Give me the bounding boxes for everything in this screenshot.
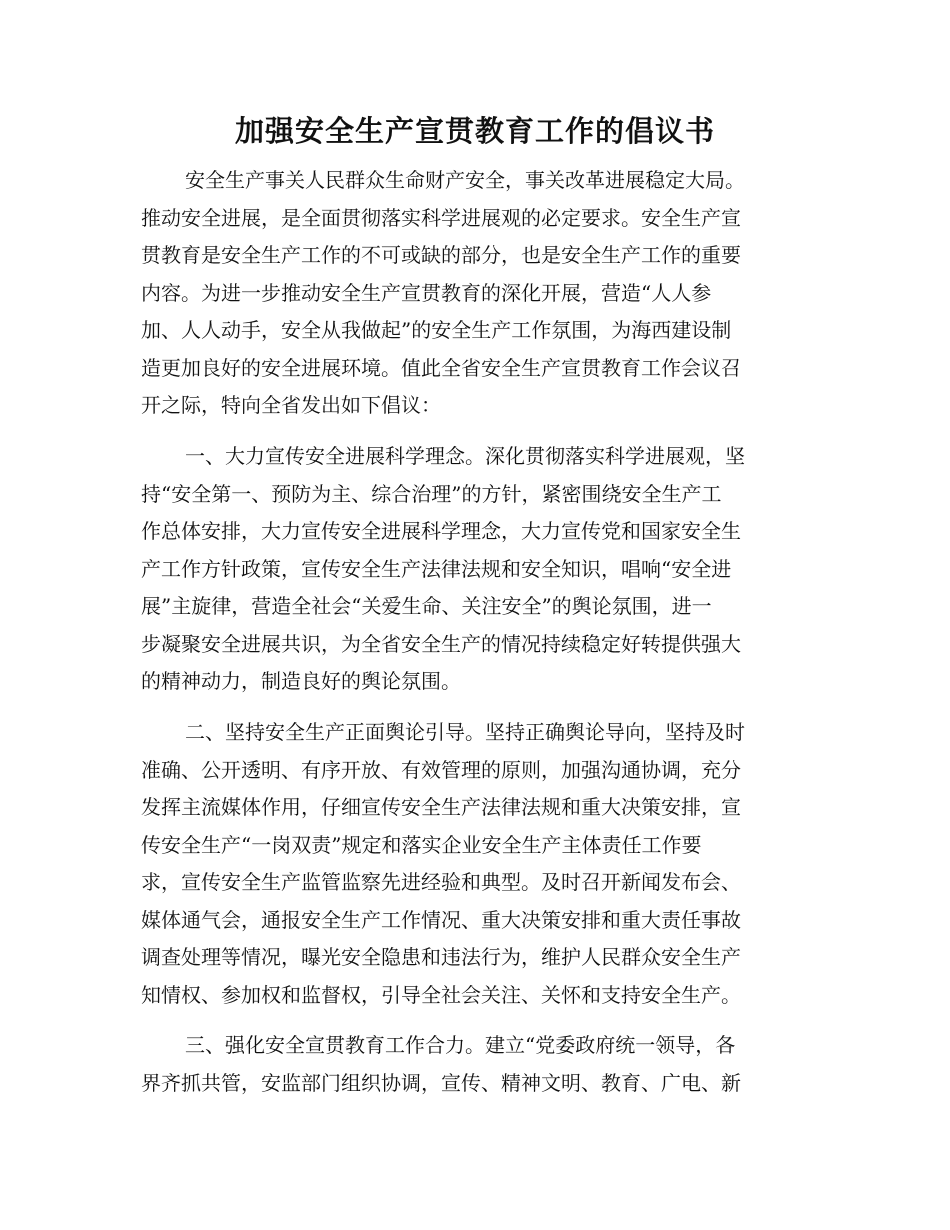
paragraph-line: 一、大力宣传安全进展科学理念。深化贯彻落实科学进展观，坚 — [185, 444, 745, 468]
paragraph-line: 内容。为进一步推动安全生产宣贯教育的深化开展，营造“人人参 — [141, 280, 712, 305]
paragraph-line: 开之际，特向全省发出如下倡议： — [141, 393, 441, 417]
paragraph-line: 作总体安排，大力宣传安全进展科学理念，大力宣传党和国家安全生 — [141, 519, 741, 543]
paragraph-line: 三、强化安全宣贯教育工作合力。建立“党委政府统一领导，各 — [185, 1033, 736, 1057]
paragraph-line: 媒体通气会，通报安全生产工作情况、重大决策安排和重大责任事故 — [141, 907, 741, 932]
paragraph-line: 调查处理等情况，曝光安全隐患和违法行为，维护人民群众安全生产 — [141, 945, 741, 969]
paragraph-line: 展”主旋律，营造全社会“关爱生命、关注安全”的舆论氛围，进一 — [141, 594, 712, 618]
paragraph-line: 产工作方针政策，宣传安全生产法律法规和安全知识，唱响“安全进 — [141, 556, 732, 581]
paragraph-line: 造更加良好的安全进展环境。值此全省安全生产宣贯教育工作会议召 — [141, 355, 741, 380]
paragraph-line: 发挥主流媒体作用，仔细宣传安全生产法律法规和重大决策安排，宣 — [141, 795, 741, 819]
paragraph-line: 知情权、参加权和监督权，引导全社会关注、关怀和支持安全生产。 — [141, 982, 741, 1007]
paragraph-line: 加、人人动手，安全从我做起”的安全生产工作氛围，为海西建设制 — [141, 318, 732, 342]
paragraph-line: 传安全生产“一岗双责”规定和落实企业安全生产主体责任工作要 — [141, 832, 702, 857]
paragraph-line: 步凝聚安全进展共识，为全省安全生产的情况持续稳定好转提供强大 — [141, 631, 741, 656]
paragraph-line: 持“安全第一、预防为主、综合治理”的方针，紧密围绕安全生产工 — [141, 481, 722, 506]
paragraph-line: 安全生产事关人民群众生命财产安全，事关改革进展稳定大局。 — [185, 168, 745, 192]
paragraph-line: 求，宣传安全生产监管监察先进经验和典型。及时召开新闻发布会、 — [141, 870, 741, 894]
paragraph-4 — [141, 1027, 806, 1102]
paragraph-line: 二、坚持安全生产正面舆论引导。坚持正确舆论导向，坚持及时 — [185, 720, 745, 744]
paragraph-2 — [141, 438, 806, 701]
paragraph-line: 界齐抓共管，安监部门组织协调，宣传、精神文明、教育、广电、新 — [141, 1070, 741, 1095]
document-title: 加强安全生产宣贯教育工作的倡议书 — [234, 114, 715, 148]
paragraph-line: 推动安全进展，是全面贯彻落实科学进展观的必定要求。安全生产宣 — [141, 205, 741, 230]
paragraph-line: 的精神动力，制造良好的舆论氛围。 — [141, 669, 461, 693]
paragraph-3 — [141, 714, 806, 1014]
paragraph-line: 准确、公开透明、有序开放、有效管理的原则，加强沟通协调，充分 — [141, 757, 741, 782]
paragraph-line: 贯教育是安全生产工作的不可或缺的部分，也是安全生产工作的重要 — [141, 243, 741, 267]
paragraph-1 — [141, 162, 806, 425]
